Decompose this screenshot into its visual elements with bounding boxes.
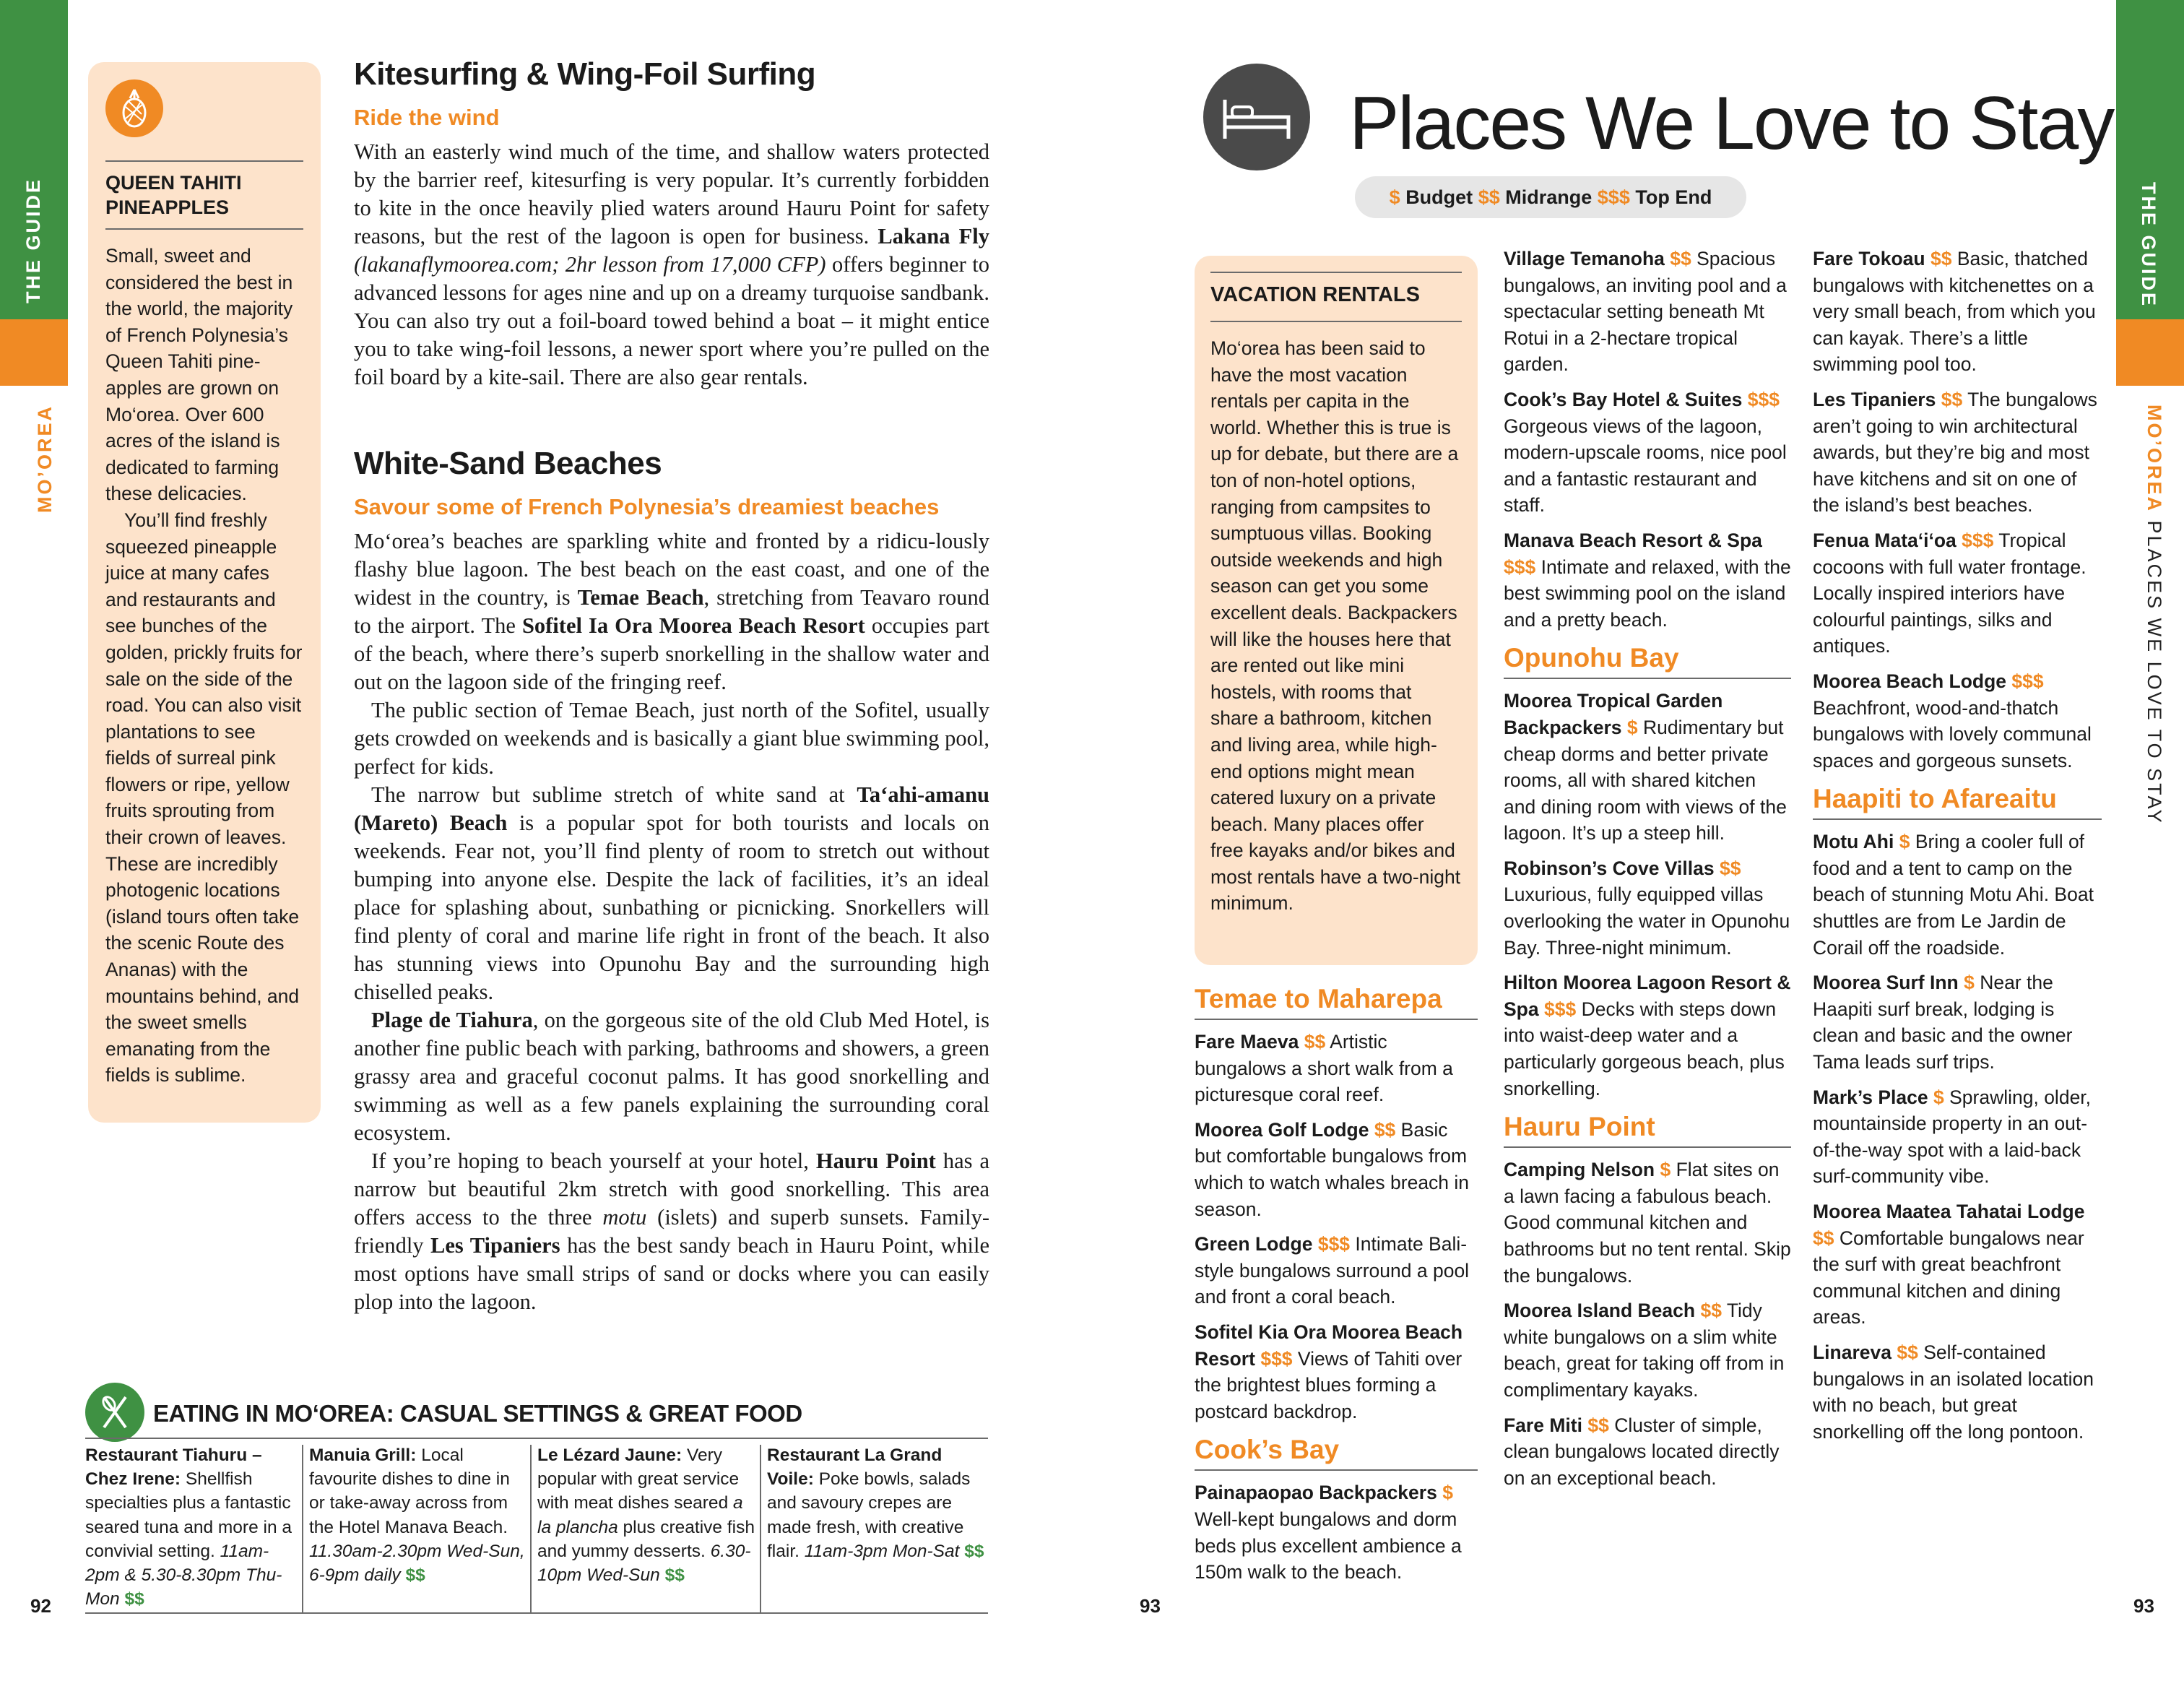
kite-text-2: offers beginner to advanced lessons for ages nine and up on a dreamy turquoise sandbank. You can also try out a foil-board towed behind a boat – it might entice you to take wing-foil lessons, a newer sport where you’re pulled on the foil board by a kite-sail. There are also gear rentals. <box>354 252 990 389</box>
eat-item-name: Le Lézard Jaune: <box>537 1446 682 1465</box>
stay-column-1 <box>1195 978 1478 1594</box>
side-tab-moorea-label-left: MO’OREA <box>34 404 56 513</box>
stay-column-3 <box>1813 246 2102 1453</box>
area-heading-hauru: Hauru Point <box>1504 1110 1791 1148</box>
legend-label: Top End <box>1635 186 1712 208</box>
eating-rule-bottom <box>85 1612 988 1614</box>
sidebar-rule-bottom <box>105 228 303 230</box>
sidebar-para-2: You’ll find freshly squeezed pineapple juice at many cafes and restaurants and see bunches of the golden, prickly fruits for sale on the side of the road. You can also visit plantations to see fields of surreal pink flowers or ripe, yellow fruits sprouting from their crown of leaves. These are incredibly photogenic locations (island tours often take the scenic Route des Ananas) with the mountains behind, and the sweet smells emanating from the fields is sublime. <box>105 509 303 1086</box>
beaches-text: The narrow but sublime stretch of white sand at <box>371 782 845 807</box>
stay-listing: Cook’s Bay Hotel & Suites $$$ Gorgeous views of the lagoon, modern-upscale rooms, nice pool and a fantastic restaurant and staff. <box>1504 388 1787 517</box>
stay-listing: Moorea Maatea Tahatai Lodge $$ Comfortable bungalows near the surf with great beachfront communal kitchen and dining areas. <box>1813 1201 2085 1328</box>
beaches-heading: White-Sand Beaches <box>354 446 662 481</box>
price-legend <box>1355 176 1746 218</box>
area-heading-haapiti: Haapiti to Afareaitu <box>1813 782 2102 820</box>
area-heading-cooks-bay: Cook’s Bay <box>1195 1433 1478 1471</box>
beaches-text: , on the gorgeous site of the old Club Med Hotel, is another fine public beach with parking, bathrooms and showers, a green grassy area and graceful coconut palms. It has good snorkelling and swimming as well as a few panels explaining the surrounding coral ecosystem. <box>354 1008 989 1145</box>
stay-listing: Camping Nelson $ Flat sites on a lawn facing a fabulous beach. Good communal kitchen and bathrooms but no tent rental. Skip the bungalows. <box>1504 1159 1791 1287</box>
plage-tiahura-name: Plage de Tiahura <box>371 1008 533 1032</box>
beaches-text: , stretching from Teavaro round to the airport. The <box>354 585 990 638</box>
vacation-rentals-box <box>1195 256 1478 965</box>
side-tab-orange-right <box>2116 319 2184 386</box>
legend-symbol: $$$ <box>1597 186 1630 208</box>
eat-item-1 <box>85 1443 302 1611</box>
beaches-text: has the best sandy beach in Hauru Point, while most options have small strips of sand or docks where you can easily plop into the lagoon. <box>354 1233 989 1314</box>
eat-item-hours: 11am-3pm Mon-Sat <box>804 1541 960 1561</box>
stay-listing: Mark’s Place $ Sprawling, older, mountainside property in an out-of-the-way spot with a laid-back surf-community vibe. <box>1813 1086 2092 1188</box>
vacation-rule-bottom <box>1210 321 1462 322</box>
sidebar-title: QUEEN TAHITI PINEAPPLES <box>105 172 242 218</box>
beaches-para-1 <box>354 527 989 696</box>
vacation-rule-top <box>1210 272 1462 273</box>
stay-listing: Motu Ahi $ Bring a cooler full of food and a tent to camp on the beach of stunning Motu Ahi. Boat shuttles are from Le Jardin de Corail off the roadside. <box>1813 831 2094 959</box>
beaches-text: has a narrow but beautiful 2km stretch with good snorkelling. This area offers access to the three <box>354 1149 990 1230</box>
stay-listing: Green Lodge $$$ Intimate Bali-style bungalows surround a pool and front a coral beach. <box>1195 1233 1470 1308</box>
stay-listing: Moorea Beach Lodge $$$ Beachfront, wood-and-thatch bungalows with lovely communal spaces and gorgeous sunsets. <box>1813 670 2092 772</box>
eat-col-divider <box>302 1445 303 1612</box>
stay-listing: Fare Maeva $$ Artistic bungalows a short walk from a picturesque coral reef. <box>1195 1031 1453 1106</box>
eat-item-desc: Poke bowls, salads and savoury crepes are made fresh, with creative flair. <box>767 1469 971 1561</box>
side-tab-section-right <box>2143 405 2165 825</box>
beaches-subtitle: Savour some of French Polynesia’s dreamiest beaches <box>354 494 940 519</box>
stay-listing: Moorea Golf Lodge $$ Basic but comfortable bungalows from which to watch whales breach in season. <box>1195 1118 1470 1220</box>
legend-label: Midrange <box>1505 186 1592 208</box>
eat-item-desc: Local favourite dishes to dine in or take-away across from the Hotel Manava Beach. <box>309 1446 510 1537</box>
beaches-para-3 <box>354 781 989 1006</box>
stay-listing: Moorea Tropical Garden Backpackers $ Rudimentary but cheap dorms and better private rooms, all with shared kitchen and dining room with views of the lagoon. It’s up a steep hill. <box>1504 690 1787 844</box>
eat-item-name: Restaurant La Grand Voile: <box>767 1446 942 1490</box>
side-tab-guide-label-left: THE GUIDE <box>22 177 44 303</box>
beaches-text: Mo‘orea’s beaches are sparkling white and fronted by a ridicu-lously flashy blue lagoon. The best beach on the east coast, and one of the widest in the country, is <box>354 529 989 610</box>
eat-item-price: $$ <box>405 1565 425 1586</box>
beaches-text: If you’re hoping to beach yourself at your hotel, <box>371 1149 809 1173</box>
legend-symbol: $$ <box>1478 186 1500 208</box>
eat-item-desc: plus creative fish and yummy desserts. <box>537 1517 755 1561</box>
stay-listing: Robinson’s Cove Villas $$ Luxurious, fully equipped villas overlooking the water in Opunohu Bay. Three-night minimum. <box>1504 857 1790 959</box>
area-heading-opunohu: Opunohu Bay <box>1504 641 1791 679</box>
eat-item-price: $$ <box>124 1589 144 1609</box>
beaches-text: occupies part of the beach, where there’s superb snorkelling in the shallow water and out on the lagoon side of the fringing reef. <box>354 613 990 694</box>
page-number-left: 92 <box>30 1595 51 1617</box>
kite-text-1: With an easterly wind much of the time, and shallow waters protected by the barrier reef, kitesurfing is very popular. It’s currently forbidden to kite in the once heavily plied waters around Hauru Point for safety reasons, but the rest of the lagoon is open for business. <box>354 139 989 249</box>
vacation-title: VACATION RENTALS <box>1210 283 1420 306</box>
eat-col-divider <box>760 1445 761 1612</box>
page-number-center: 93 <box>1140 1595 1161 1617</box>
eat-item-hours: 6.30-10pm Wed-Sun <box>537 1541 751 1586</box>
lakana-fly-info: (lakanaflymoorea.com; 2hr lesson from 17,000 CFP) <box>354 252 826 277</box>
eat-item-3 <box>537 1443 760 1587</box>
pineapple-icon <box>105 79 163 137</box>
eat-item-price: $$ <box>664 1565 685 1586</box>
fork-knife-icon <box>85 1383 144 1442</box>
stay-listing: Hilton Moorea Lagoon Resort & Spa $$$ Decks with steps down into waist-deep water and a particularly gorgeous beach, plus snorkelling. <box>1504 972 1791 1099</box>
sidebar-rule-top <box>105 160 303 162</box>
eat-item-hours: 11am-2pm & 5.30-8.30pm Thu-Mon <box>85 1541 282 1609</box>
sidebar-para-1: Small, sweet and considered the best in the world, the majority of French Polynesia’s Queen Tahiti pine-apples are grown on Mo‘orea. Over 600 acres of the island is dedicated to farming these delicacies. <box>105 245 293 505</box>
stay-listing: Fenua Mata‘i‘oa $$$ Tropical cocoons with full water frontage. Locally inspired interiors have colourful paintings, silks and antiques. <box>1813 529 2086 657</box>
vacation-body: Mo‘orea has been said to have the most vacation rentals per capita in the world. Whether this is true is up for debate, but there are a ton of non-hotel options, ranging from campsites to sumptuous villas. Booking outside weekends and high season can get you some excellent deals. Backpackers will like the houses here that are rented out like mini hostels, with rooms that share a bathroom, kitchen and living area, while high-end options might mean catered luxury on a private beach. Many places offer free kayaks and/or bikes and most rentals have a two-night minimum. <box>1210 337 1461 915</box>
stay-listing: Les Tipaniers $$ The bungalows aren’t going to win architectural awards, but they’re big and most have kitchens and sit on one of the island’s best beaches. <box>1813 388 2097 517</box>
legend-label: Budget <box>1405 186 1473 208</box>
hauru-point-name: Hauru Point <box>815 1149 936 1173</box>
stay-listing: Linareva $$ Self-contained bungalows in an isolated location with no beach, but great snorkelling off the long pontoon. <box>1813 1341 2094 1443</box>
beaches-para-4 <box>354 1006 989 1147</box>
stay-title: Places We Love to Stay <box>1349 82 2114 165</box>
eat-item-hours: 11.30am-2.30pm Wed-Sun, 6-9pm daily <box>309 1541 525 1586</box>
beaches-text: is a popular spot for both tourists and locals on weekends. Fear not, you’ll find plenty of room to stretch out without bumping into anyone else. Despite the lack of facilities, it’s an ideal place for splashing about, sunbathing or picnicking. Snorkellers will find plenty of coral and marine life right in front of the beach. It also has stunning views into Opunohu Bay and the surrounding high chiselled peaks. <box>354 811 989 1004</box>
stay-listing: Sofitel Kia Ora Moorea Beach Resort $$$ Views of Tahiti over the brightest blues forming a postcard backdrop. <box>1195 1321 1463 1422</box>
sofitel-name: Sofitel Ia Ora Moorea Beach Resort <box>521 613 865 638</box>
beaches-para-5 <box>354 1147 989 1316</box>
legend-symbol: $ <box>1389 186 1400 208</box>
stay-listing: Painapaopao Backpackers $ Well-kept bungalows and dorm beds plus excellent ambience a 150m walk to the beach. <box>1195 1482 1462 1583</box>
pineapple-sidebar <box>88 62 321 1123</box>
stay-column-2 <box>1504 246 1791 1500</box>
stay-listing: Moorea Surf Inn $ Near the Haapiti surf break, lodging is clean and basic and the owner Tama leads surf trips. <box>1813 972 2073 1073</box>
kite-subtitle: Ride the wind <box>354 105 500 130</box>
tahiamanu-beach-name: Ta‘ahi-amanu (Mareto) Beach <box>354 782 990 835</box>
kite-body <box>354 138 989 392</box>
beaches-para-2: The public section of Temae Beach, just north of the Sofitel, usually gets crowded on weekends and is basically a giant blue swimming pool, perfect for kids. <box>354 698 989 779</box>
eat-item-4 <box>767 1443 991 1563</box>
eat-item-desc: Shellfish specialties plus a fantastic seared tuna and more in a convivial setting. <box>85 1469 292 1561</box>
eat-item-name: Restaurant Tiahuru – Chez Irene: <box>85 1446 262 1490</box>
motu-term: motu <box>602 1205 647 1230</box>
side-tab-moorea-label-right: MO’OREA <box>2144 405 2165 514</box>
stay-listing: Fare Tokoau $$ Basic, thatched bungalows with kitchenettes on a very small beach, from which you can kayak. There’s a little swimming pool too. <box>1813 248 2096 376</box>
eating-title: EATING IN MO‘OREA: CASUAL SETTINGS & GREAT FOOD <box>153 1400 802 1427</box>
temae-beach-name: Temae Beach <box>577 585 704 610</box>
beaches-text: (islets) and superb sunsets. Family-friendly <box>354 1205 990 1258</box>
eat-item-italic: a la plancha <box>537 1493 743 1537</box>
lakana-fly-name: Lakana Fly <box>878 224 989 249</box>
eat-item-2 <box>309 1443 529 1587</box>
stay-listing: Manava Beach Resort & Spa $$$ Intimate and relaxed, with the best swimming pool on the island and a pretty beach. <box>1504 529 1791 631</box>
stay-listing: Moorea Island Beach $$ Tidy white bungalows on a slim white beach, great for taking off from in complimentary kayaks. <box>1504 1300 1785 1401</box>
page-number-right: 93 <box>2133 1595 2154 1617</box>
les-tipaniers-name: Les Tipaniers <box>430 1233 560 1258</box>
stay-listing: Fare Miti $$ Cluster of simple, clean bungalows located directly on an exceptional beach. <box>1504 1414 1780 1489</box>
kite-heading: Kitesurfing & Wing-Foil Surfing <box>354 56 816 92</box>
side-tab-stay-label: PLACES WE LOVE TO STAY <box>2144 520 2165 825</box>
side-tab-guide-label-right: THE GUIDE <box>2138 182 2159 308</box>
bed-icon <box>1203 64 1310 170</box>
eat-item-desc: Very popular with great service with meat dishes seared <box>537 1446 740 1513</box>
sidebar-body <box>105 243 303 1089</box>
eating-divider <box>85 1438 988 1439</box>
area-heading-temae: Temae to Maharepa <box>1195 982 1478 1020</box>
eat-item-price: $$ <box>964 1541 984 1561</box>
stay-listing: Village Temanoha $$ Spacious bungalows, an inviting pool and a spectacular setting beneath Mt Rotui in a 2-hectare tropical garden. <box>1504 248 1787 376</box>
side-tab-orange-left <box>0 319 68 386</box>
eat-col-divider <box>530 1445 532 1612</box>
beaches-body <box>354 527 989 1316</box>
eat-item-name: Manuia Grill: <box>309 1446 417 1465</box>
